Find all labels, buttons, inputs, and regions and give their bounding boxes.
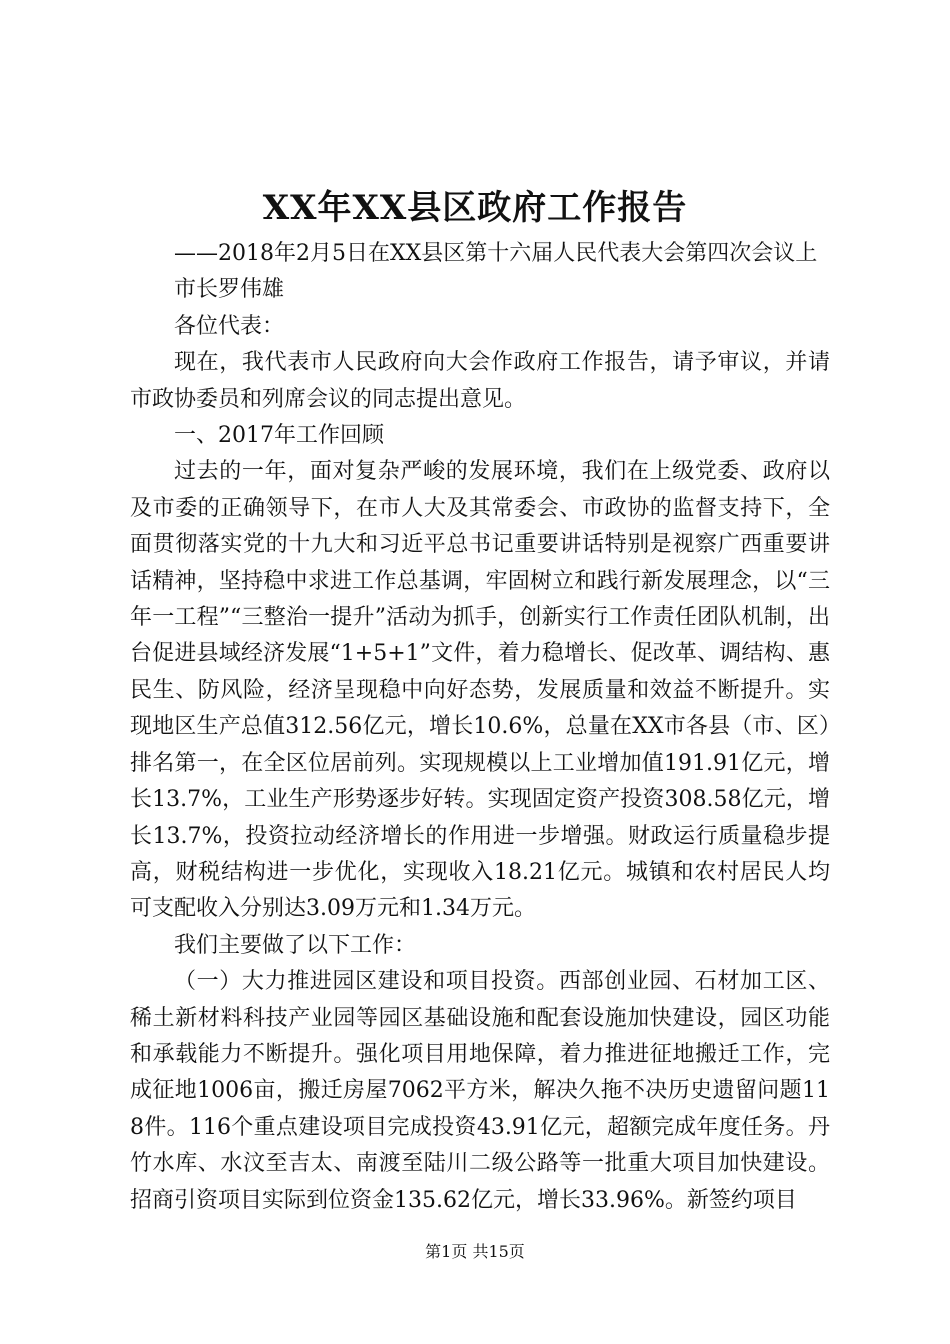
body-paragraph: 现在，我代表市人民政府向大会作政府工作报告，请予审议，并请市政协委员和列席会议的同志提出意见。 — [130, 350, 830, 412]
speaker-line: 市长罗伟雄 — [174, 277, 285, 303]
body-paragraph: 过去的一年，面对复杂严峻的发展环境，我们在上级党委、政府以及市委的正确领导下，在市人大及其常委会、市政协的监督支持下，全面贯彻落实党的十九大和习近平总书记重要讲话特别是视察广西重要讲话精神，坚持稳中求进工作总基调，牢固树立和践行新发展理念，以“三年一工程”“三整治一提升”活动为抓手，创新实行工作责任团队机制，出台促进县域经济发展“1+5+1”文件，着力稳增长、促改革、调结构、惠民生、防风险，经济呈现稳中向好态势，发展质量和效益不断提升。实现地区生产总值312.56亿元，增长10.6%，总量在XX市各县（市、区）排名第一，在全区位居前列。实现规模以上工业增加值191.91亿元，增长13.7%，工业生产形势逐步好转。实现固定资产投资308.58亿元，增长13.7%，投资拉动经济增长的作用进一步增强。财政运行质量稳步提高，财税结构进一步优化，实现收入18.21亿元。城镇和农村居民人均可支配收入分别达3.09万元和1.34万元。 — [130, 459, 830, 922]
section-heading: 一、2017年工作回顾 — [174, 423, 384, 449]
page-number-footer: 第1页 共15页 — [425, 1242, 525, 1261]
body-paragraph: （一）大力推进园区建设和项目投资。西部创业园、石材加工区、稀土新材料科技产业园等园区基础设施和配套设施加快建设，园区功能和承载能力不断提升。强化项目用地保障，着力推进征地搬迁工作，完成征地1006亩，搬迁房屋7062平方米，解决久拖不决历史遗留问题118件。116个重点建设项目完成投资43.91亿元，超额完成年度任务。丹竹水库、水汶至吉太、南渡至陆川二级公路等一批重大项目加快建设。招商引资项目实际到位资金135.62亿元，增长33.96%。新签约项目 — [130, 969, 830, 1213]
document-body — [130, 236, 830, 1219]
salutation-line: 各位代表： — [174, 313, 285, 339]
subtitle-paragraph: ——2018年2月5日在XX县区第十六届人民代表大会第四次会议上 — [174, 241, 818, 266]
document-title: XX年XX县区政府工作报告 — [262, 188, 688, 228]
body-paragraph: 我们主要做了以下工作： — [174, 932, 417, 958]
